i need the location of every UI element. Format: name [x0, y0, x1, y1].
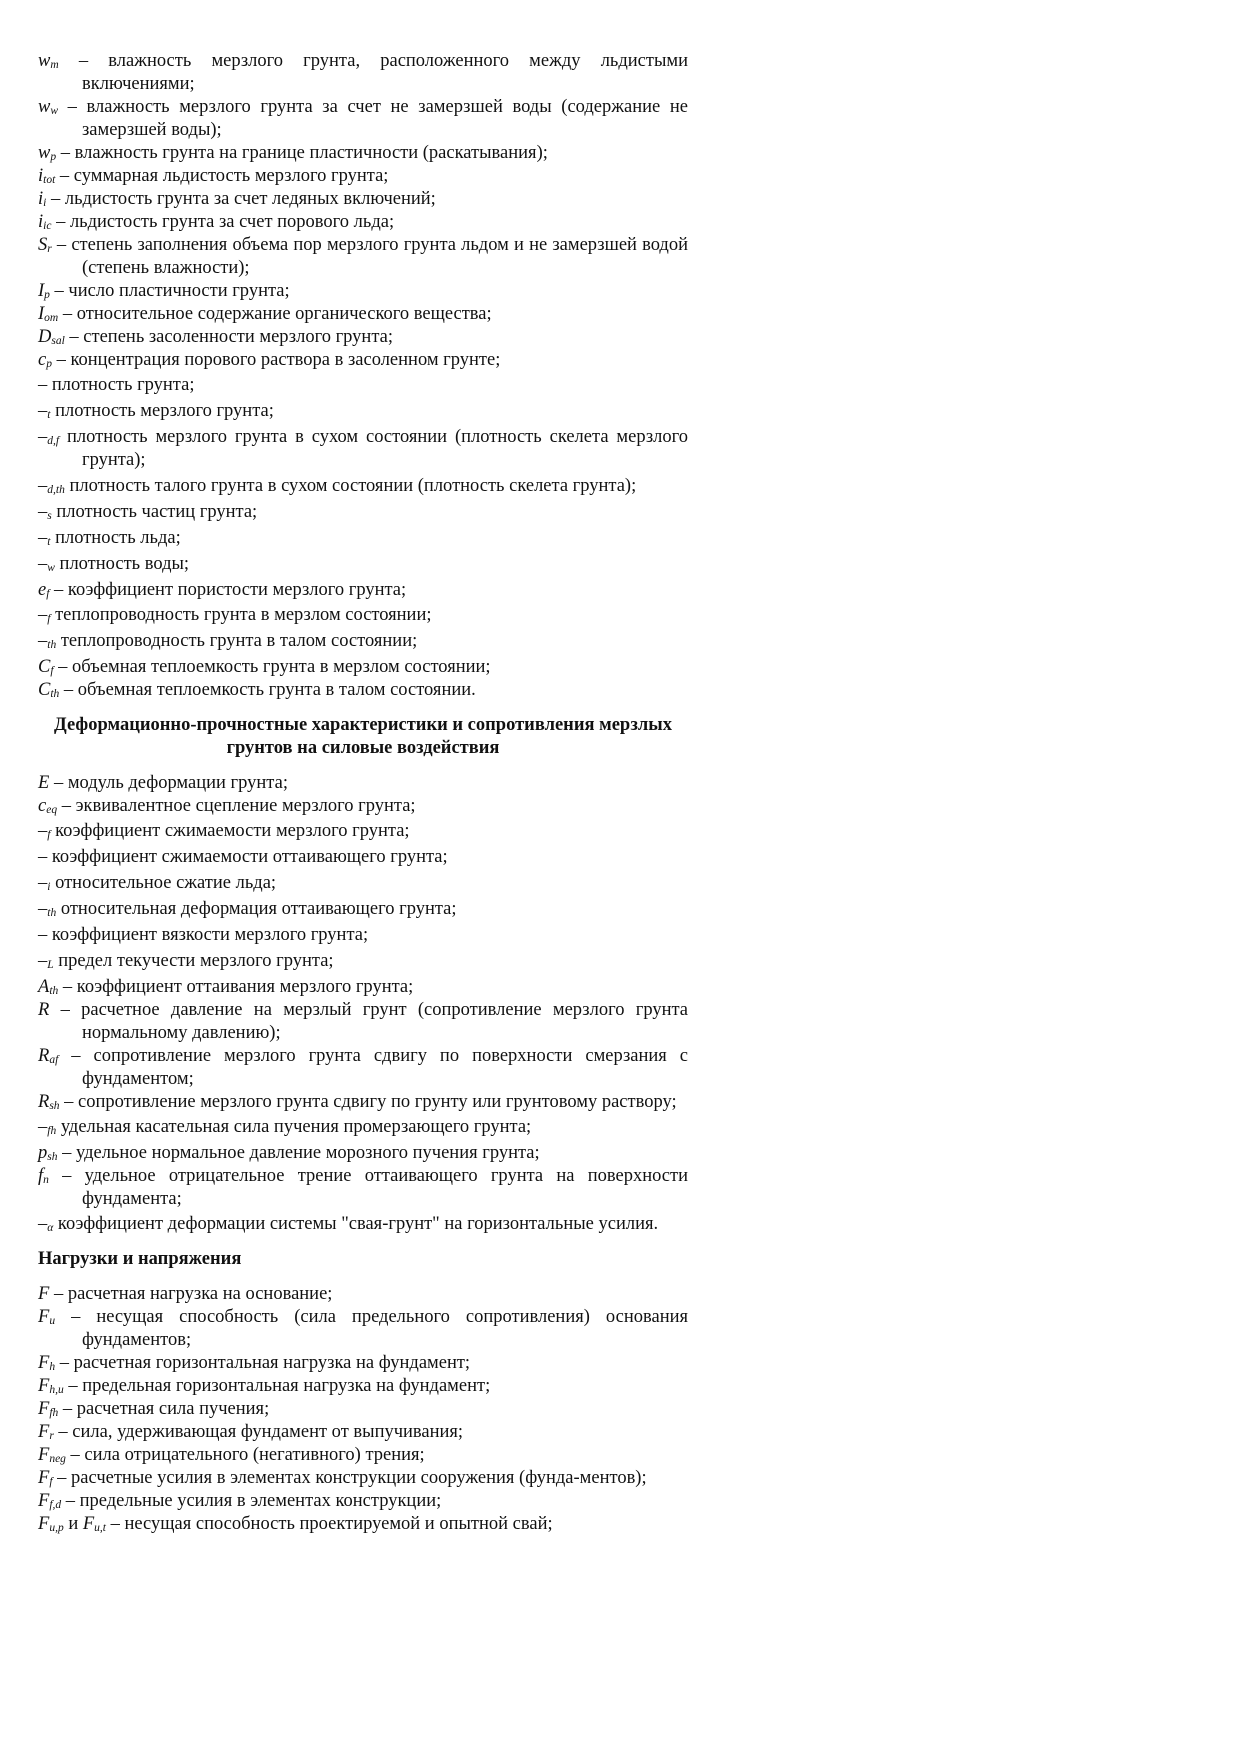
symbol-entry [38, 950, 688, 973]
definition-text: плотность грунта; [51, 375, 195, 395]
separator: – [51, 235, 72, 255]
symbol-entry [38, 1213, 688, 1236]
symbol-subscript: sh [47, 1151, 58, 1163]
separator: – [58, 51, 109, 71]
separator: – [59, 1092, 79, 1112]
symbol-entry [38, 326, 688, 349]
symbols-list-soil-properties [38, 50, 688, 702]
symbol: I [38, 304, 45, 324]
symbol-entry [38, 188, 688, 211]
symbol-entry [38, 656, 688, 679]
symbol-subscript: p [50, 151, 57, 163]
separator: – [53, 657, 73, 677]
symbol: – [38, 951, 48, 971]
symbol: – [38, 899, 48, 919]
symbol: – [38, 631, 48, 651]
separator: – [64, 327, 84, 347]
definition-text: коэффициент сжимаемости мерзлого грунта; [55, 821, 410, 841]
symbol-entry [38, 374, 688, 397]
symbol-subscript: om [44, 312, 59, 324]
symbol-entry [38, 898, 688, 921]
symbol-entry [38, 303, 688, 326]
separator: – [46, 189, 65, 209]
separator: – [49, 773, 68, 793]
symbol-subscript: n [43, 1174, 49, 1186]
symbol-entry [38, 976, 688, 999]
symbol-entry [38, 96, 688, 142]
symbol-entry [38, 820, 688, 843]
symbol-subscript: f [46, 588, 50, 600]
definition-text: плотность мерзлого грунта; [55, 401, 274, 421]
symbol-entry [38, 872, 688, 895]
symbol: – [38, 873, 48, 893]
symbol-entry [38, 142, 688, 165]
section-heading-deformation: Деформационно-прочностные характеристики и сопротивления мерзлых грунтов на силовые воздействия [54, 715, 672, 758]
symbol-subscript: sh [49, 1100, 60, 1112]
symbol-subscript: tot [43, 174, 56, 186]
separator: – [49, 1284, 68, 1304]
definition-text: относительная деформация оттаивающего грунта; [60, 899, 457, 919]
symbol: w [38, 51, 51, 71]
definition-text: расчетное давление на мерзлый грунт (сопротивление мерзлого грунта нормальному давлению); [81, 1000, 688, 1043]
symbol: e [38, 580, 47, 600]
symbol-entry [38, 1142, 688, 1165]
separator: – [58, 97, 87, 117]
definition-text: коэффициент оттаивания мерзлого грунта; [76, 977, 414, 997]
separator: – [63, 1376, 83, 1396]
symbol-subscript: f [50, 665, 54, 677]
definition-text: относительное содержание органического вещества; [76, 304, 492, 324]
separator: – [51, 350, 71, 370]
symbol: R [38, 1046, 50, 1066]
symbol: – [38, 554, 48, 574]
symbol: S [38, 235, 48, 255]
separator: – [56, 143, 75, 163]
symbol-subscript: th [47, 639, 57, 651]
separator: – [58, 977, 77, 997]
separator: – [57, 796, 76, 816]
definition-text: относительное сжатие льда; [55, 873, 277, 893]
definition-text: плотность мерзлого грунта в сухом состоянии (плотность скелета мерзлого грунта); [66, 427, 688, 470]
document-page [38, 50, 688, 1536]
symbol: – [38, 847, 48, 867]
symbol-entry [38, 846, 688, 869]
separator: – [55, 1353, 74, 1373]
symbol: – [38, 1117, 48, 1137]
separator [59, 427, 67, 447]
symbol: p [38, 1143, 48, 1163]
symbol-subscript: d,f [47, 435, 60, 447]
symbol: F [38, 1491, 50, 1511]
symbol-entry [38, 50, 688, 96]
definition-text: коэффициент пористости мерзлого грунта; [67, 580, 407, 600]
symbol: F [38, 1422, 50, 1442]
symbol: c [38, 350, 47, 370]
definition-text: коэффициент сжимаемости оттаивающего грунта; [51, 847, 448, 867]
symbol-subscript: i [43, 197, 47, 209]
symbol-subscript: m [50, 59, 59, 71]
symbol-subscript: th [50, 688, 60, 700]
definition-text: льдистость грунта за счет ледяных включений; [64, 189, 436, 209]
symbol: F [38, 1353, 50, 1373]
symbol-entry [38, 280, 688, 303]
symbol: F [38, 1284, 50, 1304]
symbol-subscript: w [50, 105, 59, 117]
symbol: C [38, 680, 51, 700]
definition-text: сопротивление мерзлого грунта сдвигу по грунту или грунтовому раствору; [78, 1092, 677, 1112]
definition-text: теплопроводность грунта в мерзлом состоянии; [55, 605, 432, 625]
separator: – [53, 1422, 73, 1442]
separator: – [55, 166, 74, 186]
definition-text: несущая способность проектируемой и опытной свай; [124, 1514, 553, 1534]
definition-text: суммарная льдистость мерзлого грунта; [73, 166, 389, 186]
symbol-subscript: i [47, 881, 51, 893]
symbol-entry [38, 795, 688, 818]
definition-text: влажность грунта на границе пластичности (раскатывания); [74, 143, 548, 163]
section-heading-loads: Нагрузки и напряжения [38, 1249, 242, 1269]
symbol: F [38, 1307, 50, 1327]
symbols-list-deformation [38, 772, 688, 1236]
symbol-entry [38, 400, 688, 423]
symbol-entry [38, 527, 688, 550]
definition-text: предельные усилия в элементах конструкции; [79, 1491, 442, 1511]
symbol: – [38, 528, 48, 548]
symbol-entry [38, 679, 688, 702]
definition-text: объемная теплоемкость грунта в талом состоянии. [77, 680, 476, 700]
symbol-entry [38, 1306, 688, 1352]
definition-text: сила отрицательного (негативного) трения; [84, 1445, 425, 1465]
symbol-subscript: t [47, 536, 51, 548]
symbol: – [38, 476, 48, 496]
symbol-entry [38, 604, 688, 627]
symbol-subscript: ic [43, 220, 52, 232]
definition-text: сила, удерживающая фундамент от выпучивания; [72, 1422, 464, 1442]
separator: и [63, 1514, 83, 1534]
symbol: f [38, 1166, 44, 1186]
symbol-entry [38, 1116, 688, 1139]
symbol-entry [38, 1513, 688, 1536]
symbol: – [38, 427, 48, 447]
symbol: F [38, 1399, 50, 1419]
definition-text: степень заполнения объема пор мерзлого грунта льдом и не замерзшей водой (степень влажности); [71, 235, 688, 278]
symbol-entry [38, 1045, 688, 1091]
separator: – [57, 1143, 76, 1163]
symbol-entry [38, 1467, 688, 1490]
symbol-entry [38, 579, 688, 602]
symbol-subscript: p [46, 358, 52, 370]
separator: – [65, 1445, 85, 1465]
separator: – [52, 1468, 72, 1488]
definition-text: сопротивление мерзлого грунта сдвигу по поверхности смерзания с фундаментом; [82, 1046, 688, 1089]
definition-text: влажность мерзлого грунта за счет не замерзшей воды (содержание не замерзшей воды); [82, 97, 688, 140]
definition-text: число пластичности грунта; [68, 281, 290, 301]
symbol: R [38, 1092, 50, 1112]
symbol: F [38, 1514, 50, 1534]
definition-text: предел текучести мерзлого грунта; [58, 951, 334, 971]
symbol: – [38, 821, 48, 841]
definition-text: плотность талого грунта в сухом состоянии (плотность скелета грунта); [69, 476, 637, 496]
symbol-entry [38, 924, 688, 947]
definition-text: коэффициент деформации системы "свая-грунт" на горизонтальные усилия. [57, 1214, 659, 1234]
symbol-entry [38, 211, 688, 234]
definition-text: модуль деформации грунта; [67, 773, 288, 793]
definition-text: удельное нормальное давление морозного пучения грунта; [75, 1143, 540, 1163]
symbol: F [82, 1514, 95, 1534]
definition-text: плотность льда; [55, 528, 181, 548]
symbol: D [38, 327, 52, 347]
symbol-entry [38, 234, 688, 280]
symbol-entry [38, 1444, 688, 1467]
definition-text: объемная теплоемкость грунта в мерзлом состоянии; [72, 657, 491, 677]
symbol: c [38, 796, 47, 816]
separator: – [58, 1046, 94, 1066]
definition-text: расчетная нагрузка на основание; [67, 1284, 333, 1304]
symbol: – [38, 401, 48, 421]
separator: – [55, 1307, 97, 1327]
symbol-entry [38, 501, 688, 524]
symbol: F [38, 1468, 50, 1488]
symbol-subscript: α [47, 1222, 54, 1234]
definition-text: расчетная горизонтальная нагрузка на фундамент; [73, 1353, 471, 1373]
symbol: F [38, 1445, 50, 1465]
definition-text: теплопроводность грунта в талом состоянии; [60, 631, 418, 651]
definition-text: степень засоленности мерзлого грунта; [83, 327, 393, 347]
symbol: – [38, 925, 48, 945]
symbol-entry [38, 1490, 688, 1513]
separator: – [59, 680, 78, 700]
symbol-subscript: L [47, 959, 54, 971]
separator: – [48, 1166, 85, 1186]
symbol-entry [38, 1398, 688, 1421]
symbol: – [38, 375, 48, 395]
separator: – [105, 1514, 125, 1534]
symbol-entry [38, 1352, 688, 1375]
symbol-entry [38, 630, 688, 653]
symbol-subscript: eq [46, 804, 58, 816]
symbol-entry [38, 426, 688, 472]
symbol: I [38, 281, 45, 301]
symbol-subscript: th [47, 907, 57, 919]
symbol: – [38, 1214, 48, 1234]
symbol-subscript: f [49, 1476, 53, 1488]
symbol-subscript: w [47, 562, 55, 574]
symbol: i [38, 189, 44, 209]
symbol-subscript: fh [47, 1125, 57, 1137]
separator: – [49, 580, 68, 600]
symbol-subscript: r [49, 1430, 54, 1442]
symbol-entry [38, 165, 688, 188]
definition-text: концентрация порового раствора в засоленном грунте; [70, 350, 501, 370]
symbol: i [38, 166, 44, 186]
symbol: A [38, 977, 50, 997]
symbols-list-loads [38, 1283, 688, 1536]
symbol-entry [38, 349, 688, 372]
separator: – [58, 1399, 77, 1419]
definition-text: плотность воды; [59, 554, 190, 574]
symbol: – [38, 502, 48, 522]
symbol-subscript: d,th [47, 484, 65, 496]
symbol-entry [38, 475, 688, 498]
symbol-entry [38, 772, 688, 795]
definition-text: предельная горизонтальная нагрузка на фундамент; [82, 1376, 491, 1396]
definition-text: влажность мерзлого грунта, расположенного между льдистыми включениями; [82, 51, 689, 94]
symbol-subscript: f [47, 829, 51, 841]
symbol-subscript: u,t [94, 1522, 106, 1534]
definition-text: коэффициент вязкости мерзлого грунта; [51, 925, 369, 945]
definition-text: расчетная сила пучения; [76, 1399, 270, 1419]
symbol-entry [38, 999, 688, 1045]
symbol-entry [38, 1375, 688, 1398]
symbol-subscript: p [44, 289, 50, 301]
symbol-subscript: u [49, 1315, 56, 1327]
symbol-subscript: t [47, 409, 51, 421]
symbol-subscript: fh [49, 1407, 59, 1419]
definition-text: несущая способность (сила предельного сопротивления) основания фундаментов; [82, 1307, 689, 1350]
symbol: R [38, 1000, 50, 1020]
definition-text: удельная касательная сила пучения промерзающего грунта; [60, 1117, 532, 1137]
separator: – [51, 212, 70, 232]
symbol-subscript: af [49, 1054, 59, 1066]
symbol: – [38, 605, 48, 625]
symbol: w [38, 97, 51, 117]
symbol: F [38, 1376, 50, 1396]
symbol-subscript: s [47, 510, 52, 522]
separator: – [61, 1491, 80, 1511]
symbol-subscript: th [49, 985, 59, 997]
symbol-subscript: sal [51, 335, 65, 347]
symbol: C [38, 657, 51, 677]
symbol-subscript: r [47, 243, 52, 255]
separator: – [58, 304, 77, 324]
definition-text: плотность частиц грунта; [56, 502, 258, 522]
symbol-subscript: h [49, 1361, 56, 1373]
symbol: E [38, 773, 50, 793]
symbol-entry [38, 553, 688, 576]
symbol-subscript: u,p [49, 1522, 64, 1534]
definition-text: расчетные усилия в элементах конструкции сооружения (фунда-ментов); [71, 1468, 647, 1488]
symbol-subscript: neg [49, 1453, 66, 1465]
symbol-subscript: f,d [49, 1499, 62, 1511]
symbol: i [38, 212, 44, 232]
definition-text: льдистость грунта за счет порового льда; [69, 212, 395, 232]
symbol-entry [38, 1421, 688, 1444]
symbol-entry [38, 1283, 688, 1306]
symbol-entry [38, 1091, 688, 1114]
definition-text: удельное отрицательное трение оттаивающего грунта на поверхности фундамента; [82, 1166, 688, 1209]
symbol-entry [38, 1165, 688, 1211]
separator: – [49, 1000, 82, 1020]
separator: – [49, 281, 69, 301]
definition-text: эквивалентное сцепление мерзлого грунта; [75, 796, 416, 816]
symbol-subscript: h,u [49, 1384, 64, 1396]
symbol: w [38, 143, 51, 163]
symbol-subscript: f [47, 613, 51, 625]
